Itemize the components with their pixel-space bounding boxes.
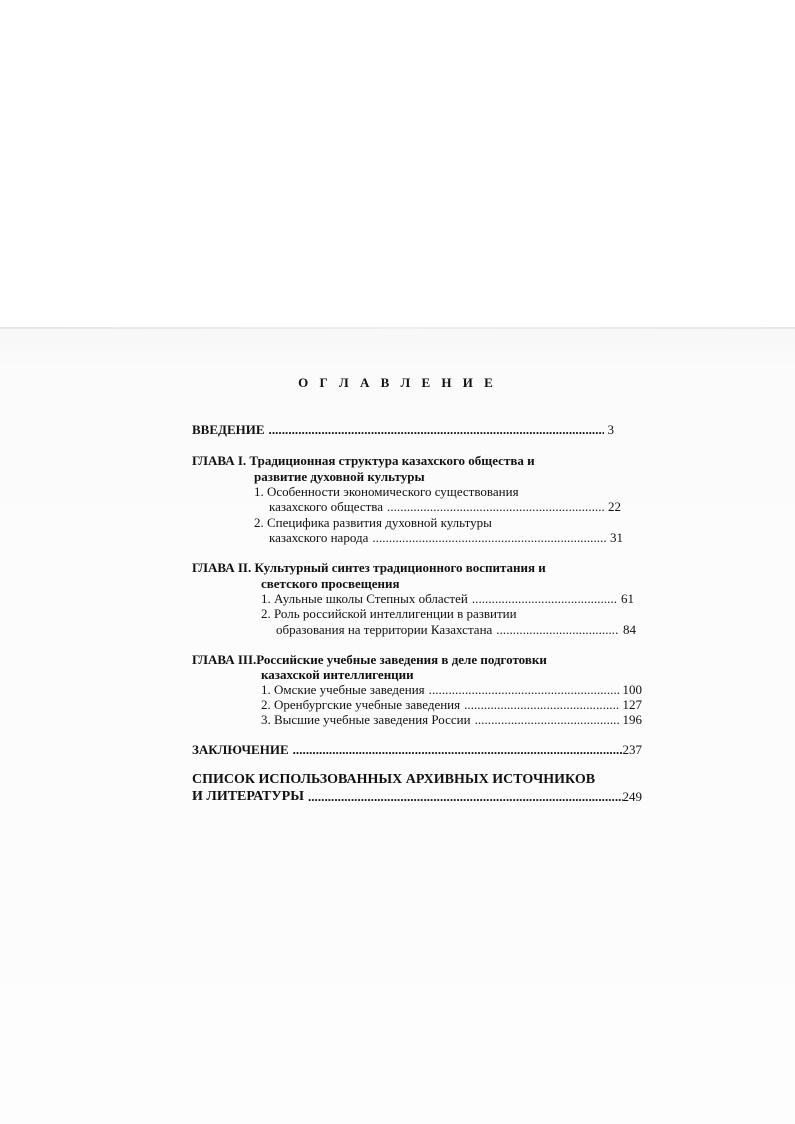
entry-label: 1. Омские учебные заведения [261, 682, 425, 697]
chapter-2-heading[interactable]: ГЛАВА II. Культурный синтез традиционного воспитания и [192, 560, 546, 575]
page-number: 249 [622, 789, 642, 804]
chapter-1-section-2-cont[interactable] [269, 530, 623, 546]
entry-label: казахского общества [269, 499, 384, 514]
leader-dots [460, 697, 618, 713]
entry-label: 1. Аульные школы Степных областей [261, 591, 468, 606]
toc-title: О Г Л А В Л Е Н И Е [298, 375, 497, 390]
page-number: 3 [607, 422, 614, 437]
entry-label: ЗАКЛЮЧЕНИЕ [192, 742, 289, 757]
leader-dots [383, 499, 604, 515]
chapter-3-heading[interactable]: ГЛАВА III.Российские учебные заведения в деле подготовки [192, 652, 547, 667]
page-number: 22 [608, 499, 621, 514]
entry-label: казахского народа [269, 530, 369, 545]
toc-entry-sources-cont[interactable] [192, 789, 642, 805]
leader-dots [492, 622, 619, 638]
chapter-1-section-2[interactable]: 2. Специфика развития духовной культуры [254, 515, 492, 530]
chapter-2-section-2[interactable]: 2. Роль российской интеллигенции в развитии [261, 606, 517, 621]
chapter-1-heading-cont: развитие духовной культуры [254, 469, 425, 484]
chapter-3-section-2[interactable] [261, 697, 642, 713]
chapter-2-section-2-cont[interactable] [276, 622, 636, 638]
leader-dots [468, 591, 617, 607]
chapter-1-section-1[interactable]: 1. Особенности экономического существования [254, 484, 519, 499]
leader-dots [304, 789, 623, 805]
leader-dots [471, 712, 619, 728]
toc-entry-sources[interactable]: СПИСОК ИСПОЛЬЗОВАННЫХ АРХИВНЫХ ИСТОЧНИКОВ [192, 772, 596, 787]
entry-label: 2. Оренбургские учебные заведения [261, 697, 461, 712]
toc-entry-introduction[interactable] [192, 422, 614, 438]
chapter-3-section-3[interactable] [261, 712, 642, 728]
chapter-1-section-1-cont[interactable] [269, 499, 621, 515]
entry-label: ВВЕДЕНИЕ [192, 422, 265, 437]
page-number: 84 [623, 622, 636, 637]
leader-dots [289, 742, 623, 758]
leader-dots [265, 422, 604, 438]
leader-dots [425, 682, 619, 698]
chapter-1-heading[interactable]: ГЛАВА I. Традиционная структура казахского общества и [192, 453, 535, 468]
chapter-2-section-1[interactable] [261, 591, 634, 607]
toc-entry-conclusion[interactable] [192, 742, 642, 758]
chapter-3-section-1[interactable] [261, 682, 642, 698]
page-number: 127 [622, 697, 642, 712]
entry-label: образования на территории Казахстана [276, 622, 493, 637]
page-number: 31 [610, 530, 623, 545]
page-number: 100 [622, 682, 642, 697]
page-number: 61 [621, 591, 634, 606]
page-number: 237 [622, 742, 642, 757]
leader-dots [368, 530, 606, 546]
chapter-2-heading-cont: светского просвещения [261, 576, 400, 591]
entry-label: 3. Высшие учебные заведения России [261, 712, 471, 727]
chapter-3-heading-cont: казахской интеллигенции [261, 667, 414, 682]
entry-label: И ЛИТЕРАТУРЫ [192, 789, 304, 804]
page-number: 196 [622, 712, 642, 727]
